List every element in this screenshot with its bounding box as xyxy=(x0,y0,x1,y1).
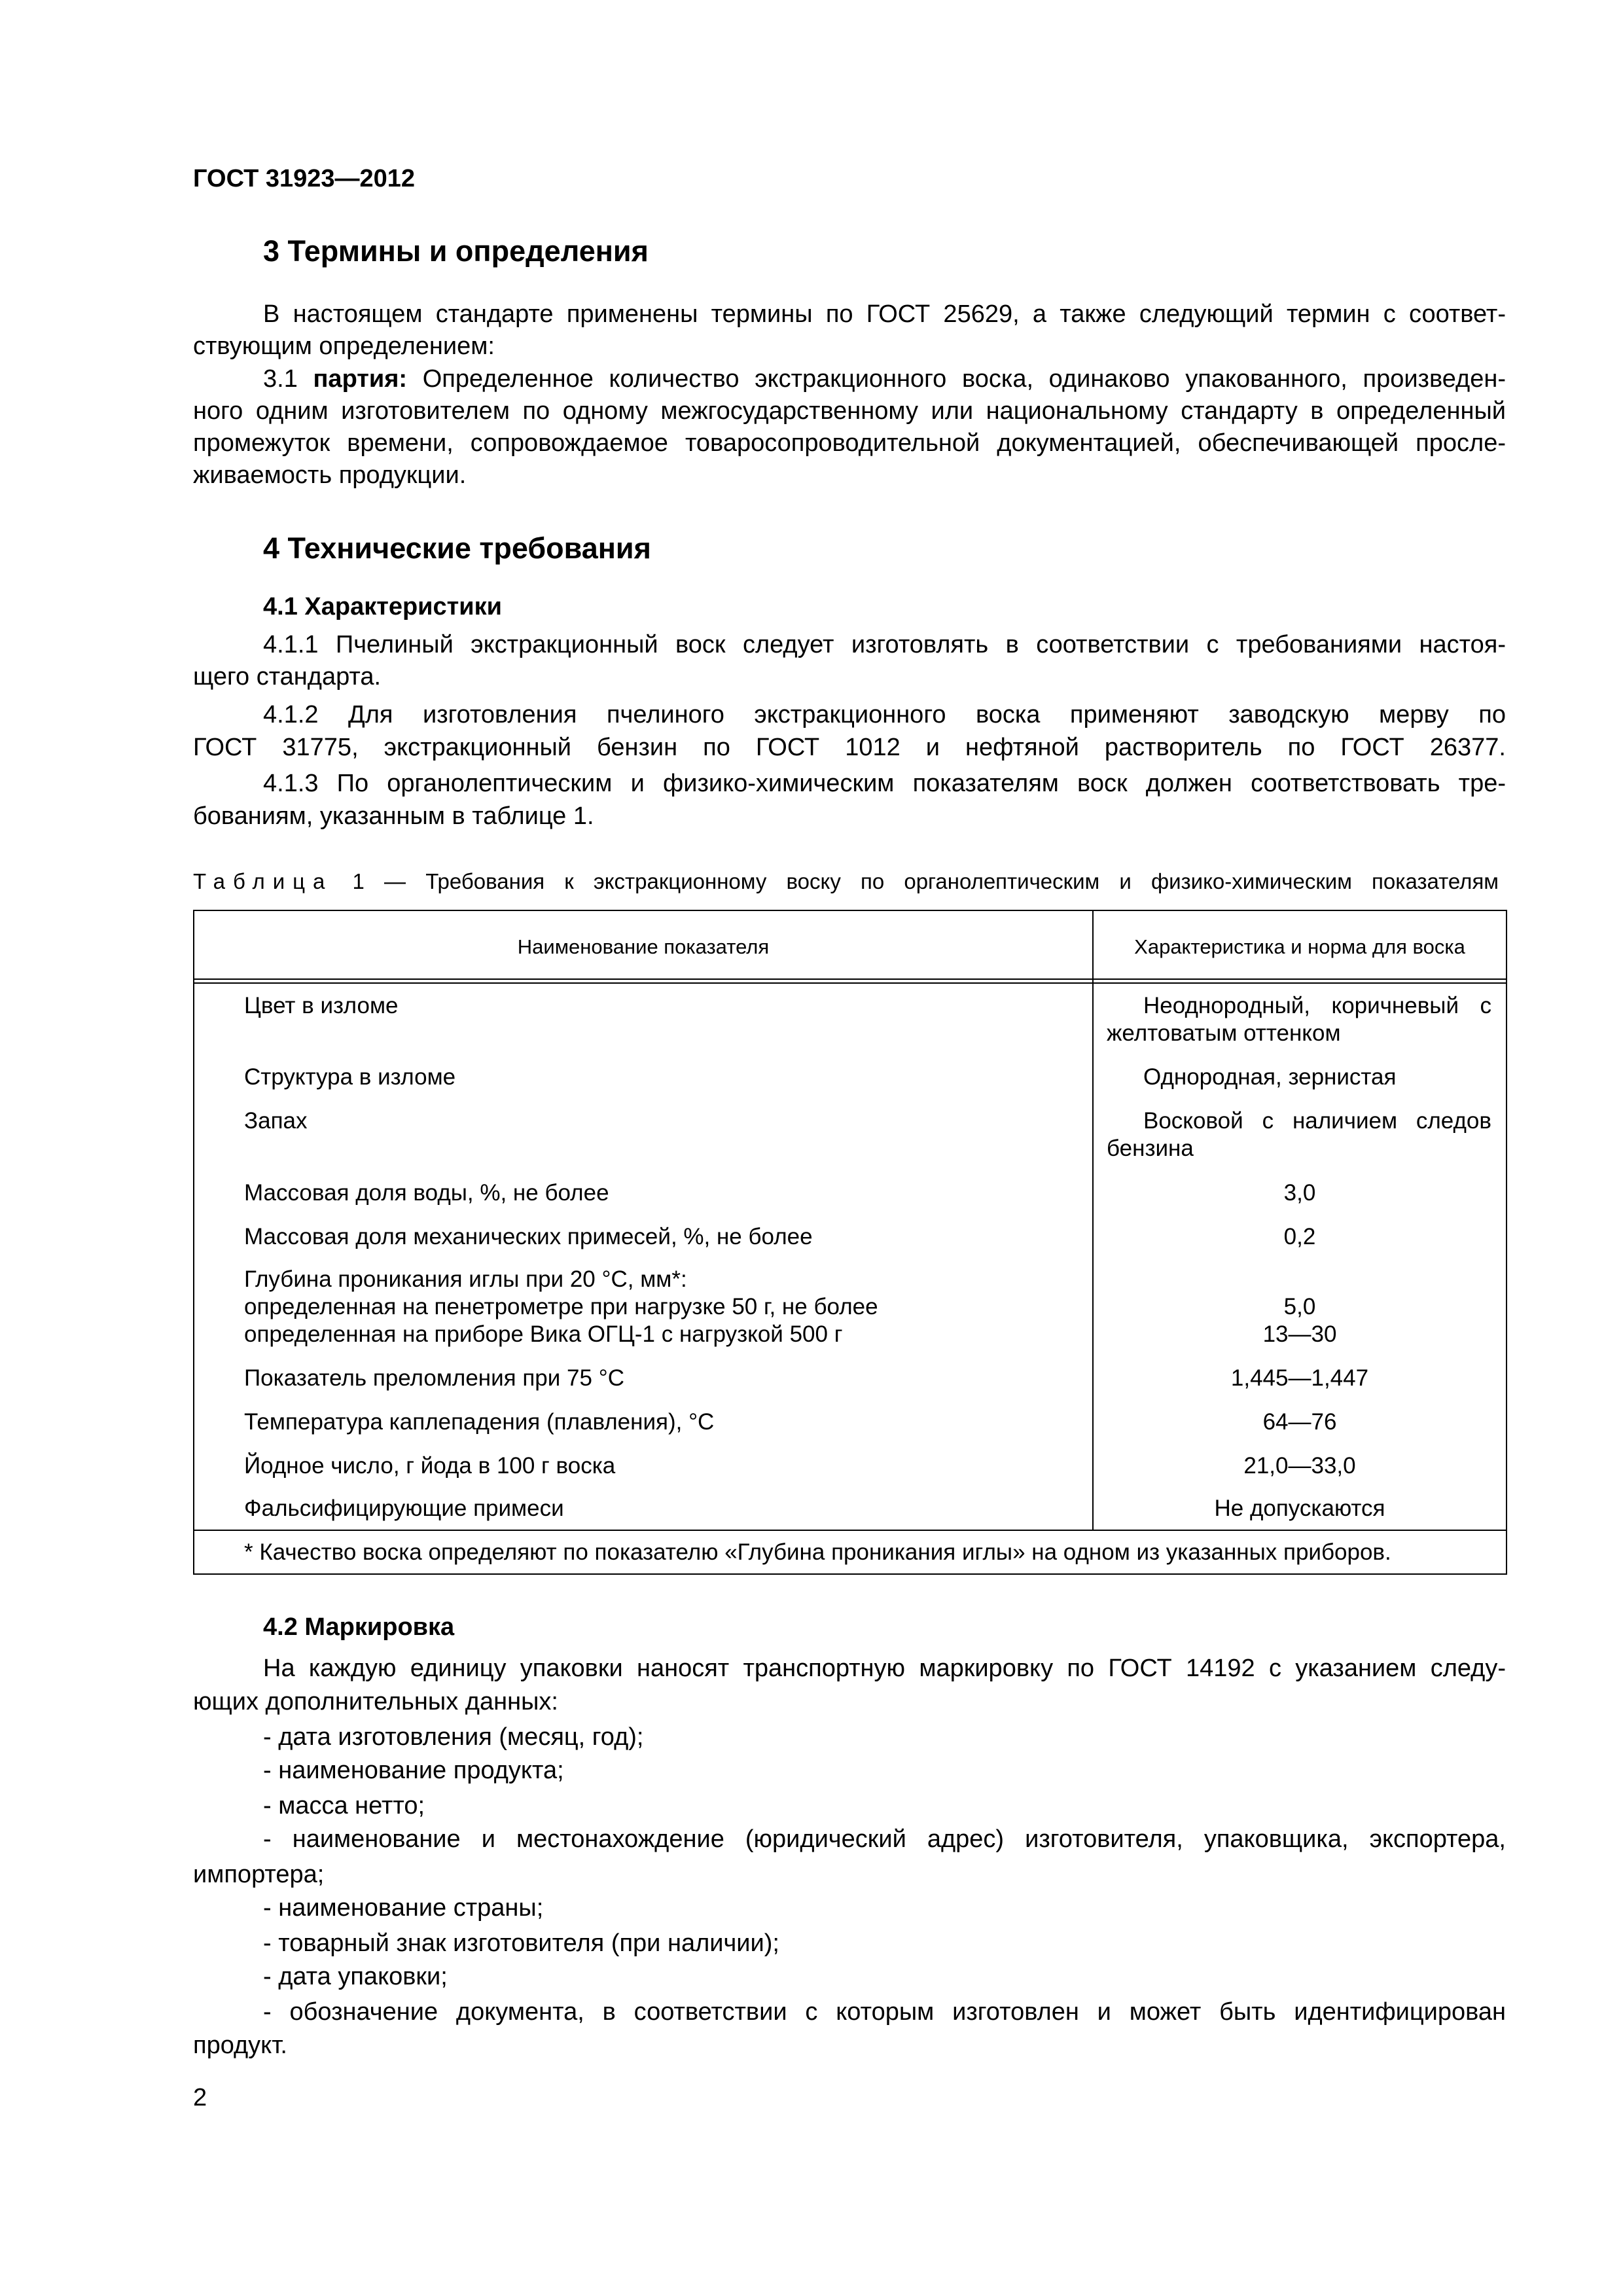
row-name: Йодное число, г йода в 100 г воска xyxy=(244,1453,616,1479)
list-item: - масса нетто; xyxy=(263,1792,425,1820)
paragraph-line: промежуток времени, сопровождаемое товаросопроводительной документацией, обеспечивающей просле- xyxy=(193,429,1506,457)
definition-text: Определенное количество экстракционного воска, одинаково упакованного, произведен- xyxy=(407,365,1506,393)
paragraph-line: ющих дополнительных данных: xyxy=(193,1688,558,1715)
row-name: Массовая доля воды, %, не более xyxy=(244,1180,609,1206)
column-header-name: Наименование показателя xyxy=(517,935,770,958)
row-name: Показатель преломления при 75 °С xyxy=(244,1365,624,1391)
row-name: Фальсифицирующие примеси xyxy=(244,1496,564,1521)
paragraph-line: На каждую единицу упаковки наносят транспортную маркировку по ГОСТ 14192 с указанием следу- xyxy=(263,1655,1506,1682)
list-item-continuation: импортера; xyxy=(193,1861,325,1888)
row-name: Запах xyxy=(244,1108,308,1134)
table-caption-label: Таблица xyxy=(193,869,333,893)
paragraph-line: 4.1.2 Для изготовления пчелиного экстракционного воска применяют заводскую мерву по xyxy=(263,701,1506,728)
column-header-value: Характеристика и норма для воска xyxy=(1134,935,1465,958)
table-caption xyxy=(193,867,1499,896)
list-item: - наименование страны; xyxy=(263,1894,544,1922)
list-item: - товарный знак изготовителя (при наличии); xyxy=(263,1929,779,1957)
paragraph-line: 4.1.1 Пчелиный экстракционный воск следует изготовлять в соответствии с требованиями настоя- xyxy=(263,631,1506,658)
paragraph-line: В настоящем стандарте применены термины по ГОСТ 25629, а также следующий термин с соответ- xyxy=(263,300,1506,328)
row-name: определенная на пенетрометре при нагрузке 50 г, не более xyxy=(244,1294,878,1319)
section-3-title: 3 Термины и определения xyxy=(263,234,649,268)
row-name: Структура в изломе xyxy=(244,1064,456,1090)
row-value xyxy=(1107,1107,1491,1162)
paragraph-line: живаемость продукции. xyxy=(193,461,467,489)
row-name: Глубина проникания иглы при 20 °С, мм*: xyxy=(244,1266,687,1292)
list-item: - дата изготовления (месяц, год); xyxy=(263,1723,644,1751)
footnote-divider xyxy=(194,1530,1506,1531)
list-item: - обозначение документа, в соответствии с которым изготовлен и может быть идентифицирован xyxy=(263,1998,1506,2026)
term: партия: xyxy=(313,365,408,393)
paragraph-line: щего стандарта. xyxy=(193,663,382,691)
list-item-continuation: продукт. xyxy=(193,2032,287,2059)
row-value-line: бензина xyxy=(1107,1136,1194,1161)
row-value xyxy=(1107,992,1491,1047)
row-name: Цвет в изломе xyxy=(244,993,399,1018)
list-item: - наименование и местонахождение (юридический адрес) изготовителя, упаковщика, экспортера, xyxy=(263,1825,1506,1853)
paragraph-line: ного одним изготовителем по одному межгосударственному или национальному стандарту в определенный xyxy=(193,397,1506,425)
row-value: 64—76 xyxy=(1262,1409,1337,1435)
row-value-line: Восковой с наличием следов xyxy=(1143,1108,1491,1134)
column-divider xyxy=(1092,911,1094,1530)
list-item: - дата упаковки; xyxy=(263,1963,448,1990)
header-divider xyxy=(194,978,1506,980)
row-value: Не допускаются xyxy=(1214,1496,1385,1521)
paragraph-line: ГОСТ 31775, экстракционный бензин по ГОСТ 1012 и нефтяной растворитель по ГОСТ 26377. xyxy=(193,734,1506,761)
list-item: - наименование продукта; xyxy=(263,1757,564,1784)
table-footnote: * Качество воска определяют по показателю «Глубина проникания иглы» на одном из указанных приборов. xyxy=(244,1539,1391,1565)
row-value: 0,2 xyxy=(1283,1224,1316,1249)
document-id: ГОСТ 31923—2012 xyxy=(193,165,416,192)
row-name: Массовая доля механических примесей, %, не более xyxy=(244,1224,813,1249)
header-divider xyxy=(194,982,1506,984)
row-value: 1,445—1,447 xyxy=(1230,1365,1369,1391)
section-4-title: 4 Технические требования xyxy=(263,531,651,565)
table-caption-text: 1 — Требования к экстракционному воску по органолептическим и физико-химическим показателям xyxy=(352,869,1499,893)
subsection-4-1-title: 4.1 Характеристики xyxy=(263,593,503,620)
row-value-line: Однородная, зернистая xyxy=(1143,1064,1397,1090)
paragraph-line: 4.1.3 По органолептическим и физико-химическим показателям воск должен соответствовать тре- xyxy=(263,770,1506,797)
row-value: 21,0—33,0 xyxy=(1243,1453,1356,1479)
row-value-line: желтоватым оттенком xyxy=(1107,1020,1341,1046)
row-name: определенная на приборе Вика ОГЦ-1 с нагрузкой 500 г xyxy=(244,1321,843,1347)
paragraph-line: ствующим определением: xyxy=(193,332,495,360)
paragraph-line: бованиям, указанным в таблице 1. xyxy=(193,802,594,830)
row-value xyxy=(1107,1064,1491,1091)
row-value-line: Неоднородный, коричневый с xyxy=(1143,993,1491,1018)
row-value: 13—30 xyxy=(1262,1321,1337,1347)
subsection-4-2-title: 4.2 Маркировка xyxy=(263,1613,455,1641)
term-number: 3.1 xyxy=(263,365,313,393)
requirements-table xyxy=(193,910,1507,1575)
page-number: 2 xyxy=(193,2084,207,2111)
row-value: 3,0 xyxy=(1283,1180,1316,1206)
term-definition-line xyxy=(263,363,1506,395)
row-value: 5,0 xyxy=(1283,1294,1316,1319)
row-name: Температура каплепадения (плавления), °С xyxy=(244,1409,715,1435)
